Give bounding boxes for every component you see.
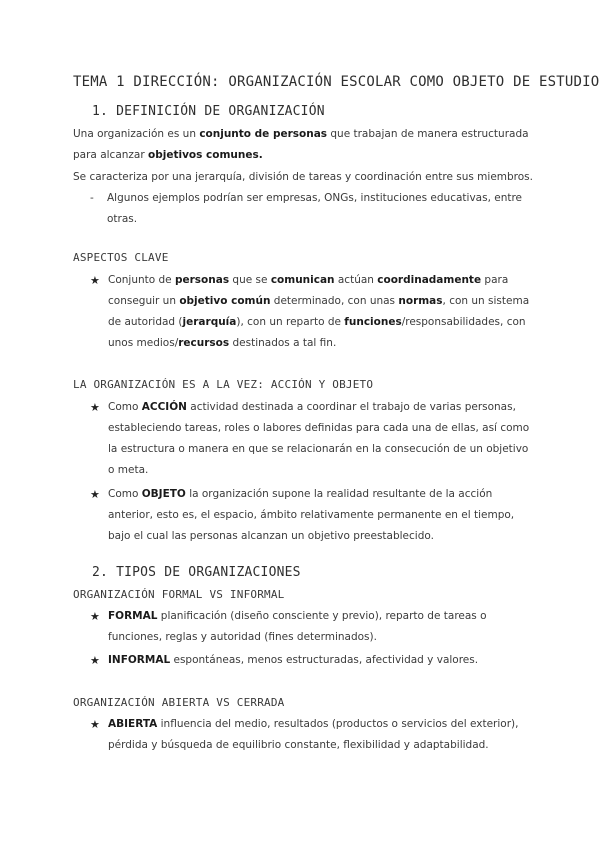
characteristics-paragraph: Se caracteriza por una jerarquía, división de tareas y coordinación entre sus miembros.	[73, 171, 533, 183]
star-icon: ★	[90, 274, 100, 287]
star-icon: ★	[90, 654, 100, 667]
star-icon: ★	[90, 488, 100, 501]
text: /responsabilidades, con unos medios/	[108, 316, 526, 349]
accion-objeto-list	[90, 397, 535, 547]
definition-paragraph	[73, 124, 533, 165]
bold-text: ABIERTA	[108, 718, 158, 730]
text: espontáneas, menos estructuradas, afectividad y valores.	[170, 654, 479, 666]
text: que se	[229, 274, 271, 286]
bold-text: normas	[398, 295, 443, 307]
bold-text: ACCIÓN	[141, 401, 187, 413]
section-2-number: 2.	[92, 565, 109, 580]
bold-text: comunican	[270, 274, 335, 286]
formal-informal-heading: ORGANIZACIÓN FORMAL VS INFORMAL	[73, 588, 285, 601]
dash-marker: -	[90, 192, 94, 204]
text: Como	[108, 488, 142, 500]
bold-text: conjunto de personas	[199, 128, 328, 140]
accion-objeto-heading: LA ORGANIZACIÓN ES A LA VEZ: ACCIÓN Y OBJETO	[73, 378, 374, 391]
text: Como	[108, 401, 142, 413]
text: planificación (diseño consciente y previo), reparto de tareas o funciones, reglas y autoridad (fines determinados).	[108, 610, 487, 643]
text: la organización supone la realidad resultante de la acción anterior, esto es, el espacio, ámbito relativamente permanente en el tiempo, bajo el cual las personas alcanzan un objetivo preestablecido.	[108, 488, 515, 542]
text: Conjunto de	[108, 274, 175, 286]
examples-text: Algunos ejemplos podrían ser empresas, ONGs, instituciones educativas, entre otras.	[107, 192, 523, 225]
accion-list-item	[90, 397, 535, 481]
text: , con un sistema de autoridad (	[108, 295, 530, 328]
abierta-cerrada-list	[90, 714, 535, 756]
text: destinados a tal fin.	[229, 337, 337, 349]
document-title: TEMA 1 DIRECCIÓN: ORGANIZACIÓN ESCOLAR COMO OBJETO DE ESTUDIO	[73, 74, 600, 90]
text: que trabajan de manera estructurada para alcanzar	[73, 128, 529, 161]
star-icon: ★	[90, 401, 100, 414]
aspectos-list-item	[90, 270, 535, 354]
bold-text: OBJETO	[141, 488, 186, 500]
bold-text: funciones	[344, 316, 402, 328]
star-icon: ★	[90, 718, 100, 731]
bold-text: personas	[174, 274, 230, 286]
star-icon: ★	[90, 610, 100, 623]
formal-list-item	[90, 606, 535, 648]
text: Una organización es un	[73, 128, 200, 140]
objeto-list-item	[90, 484, 535, 547]
text: influencia del medio, resultados (productos o servicios del exterior), pérdida y búsqueda de equilibrio constante, flexibilidad y adaptabilidad.	[108, 718, 519, 751]
text: para conseguir un	[108, 274, 509, 307]
bold-text: objetivo común	[179, 295, 271, 307]
section-1-heading	[92, 104, 325, 119]
bold-text: coordinadamente	[377, 274, 482, 286]
section-1-number: 1.	[92, 104, 109, 119]
informal-list-item	[90, 650, 535, 671]
bold-text: FORMAL	[108, 610, 158, 622]
abierta-list-item	[90, 714, 535, 756]
bold-text: INFORMAL	[108, 654, 171, 666]
bold-text: jerarquía	[182, 316, 237, 328]
aspectos-clave-heading: ASPECTOS CLAVE	[73, 251, 169, 264]
text: ), con un reparto de	[236, 316, 345, 328]
section-2-heading	[92, 565, 301, 580]
bold-text: recursos	[178, 337, 230, 349]
bold-text: objetivos comunes.	[148, 148, 263, 161]
aspectos-list	[90, 270, 535, 354]
text: actúan	[334, 274, 378, 286]
abierta-cerrada-heading: ORGANIZACIÓN ABIERTA VS CERRADA	[73, 696, 285, 709]
text: actividad destinada a coordinar el trabajo de varias personas, estableciendo tareas, roles o labores definidas para cada una de ellas, así como la estructura o manera en que se relacionarán en la consecución de un objetivo o meta.	[108, 401, 530, 476]
examples-list-item	[90, 188, 537, 230]
section-2-title: TIPOS DE ORGANIZACIONES	[116, 565, 301, 580]
text: determinado, con unas	[270, 295, 399, 307]
formal-informal-list	[90, 606, 535, 671]
section-1-title: DEFINICIÓN DE ORGANIZACIÓN	[116, 104, 325, 119]
